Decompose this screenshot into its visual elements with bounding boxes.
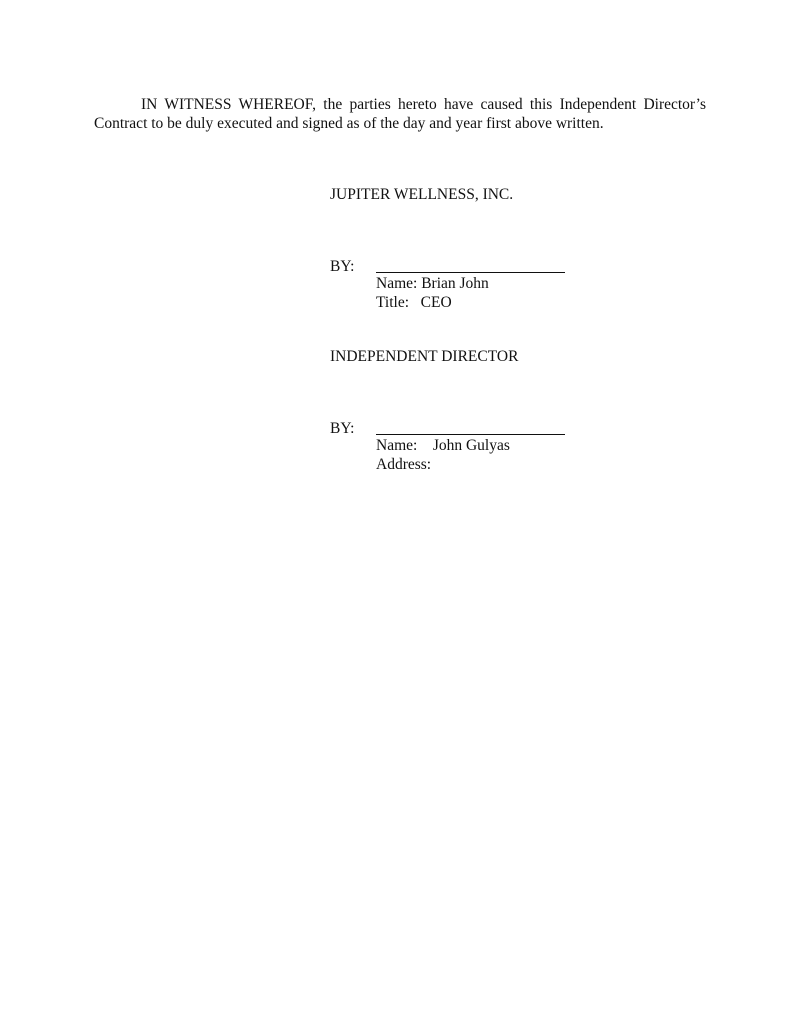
company-name: JUPITER WELLNESS, INC. bbox=[330, 186, 514, 203]
director-by-label: BY: bbox=[330, 420, 355, 437]
director-address-label: Address: bbox=[376, 456, 432, 473]
director-party-name: INDEPENDENT DIRECTOR bbox=[330, 348, 519, 365]
company-by-label: BY: bbox=[330, 258, 355, 275]
company-signer-title: Title: CEO bbox=[376, 294, 452, 311]
witness-paragraph: IN WITNESS WHEREOF, the parties hereto have caused this Independent Director’s Contract to be duly executed and signed as of the day and year first above written. bbox=[94, 96, 706, 132]
director-signer-name: Name: John Gulyas bbox=[376, 437, 510, 454]
company-signer-name: Name: Brian John bbox=[376, 275, 489, 292]
company-signature-line bbox=[376, 272, 565, 273]
director-signature-line bbox=[376, 434, 565, 435]
